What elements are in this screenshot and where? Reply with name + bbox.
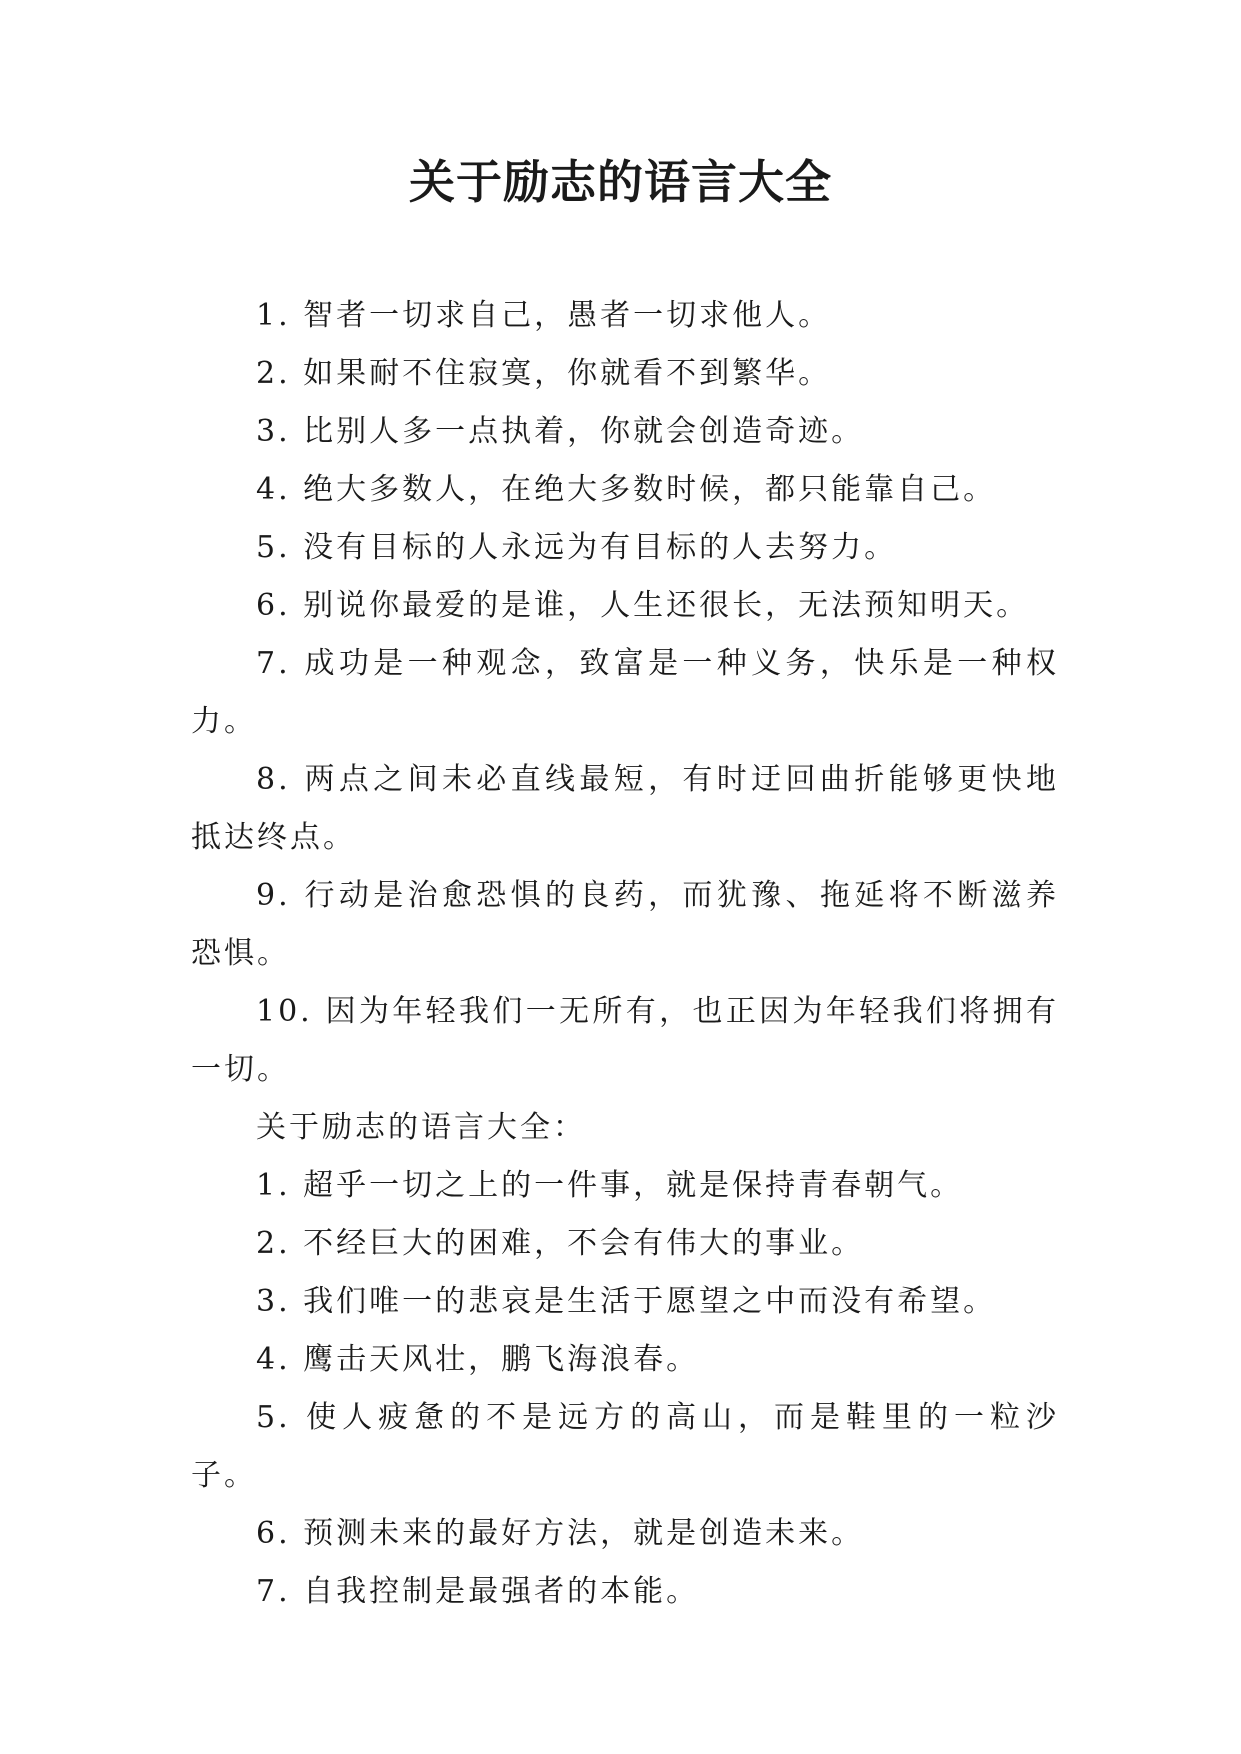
paragraph: 5. 没有目标的人永远为有目标的人去努力。 <box>256 530 898 565</box>
paragraph: 10. 因为年轻我们一无所有，也正因为年轻我们将拥有一切。 <box>191 994 1059 1087</box>
paragraph: 4. 鹰击天风壮，鹏飞海浪春。 <box>256 1342 700 1377</box>
paragraph: 4. 绝大多数人，在绝大多数时候，都只能靠自己。 <box>256 472 997 507</box>
paragraph: 3. 我们唯一的悲哀是生活于愿望之中而没有希望。 <box>256 1284 997 1319</box>
paragraph: 3. 比别人多一点执着，你就会创造奇迹。 <box>256 414 865 449</box>
paragraph: 6. 别说你最爱的是谁，人生还很长，无法预知明天。 <box>256 588 1030 623</box>
document-body <box>191 287 1059 1621</box>
paragraph: 2. 不经巨大的困难，不会有伟大的事业。 <box>256 1226 865 1261</box>
document-title: 关于励志的语言大全 <box>409 155 832 209</box>
paragraph: 9. 行动是治愈恐惧的良药，而犹豫、拖延将不断滋养恐惧。 <box>191 878 1059 971</box>
section-heading: 关于励志的语言大全： <box>256 1110 586 1145</box>
paragraph: 2. 如果耐不住寂寞，你就看不到繁华。 <box>256 356 832 391</box>
paragraph: 8. 两点之间未必直线最短，有时迂回曲折能够更快地抵达终点。 <box>191 762 1059 855</box>
paragraph: 6. 预测未来的最好方法，就是创造未来。 <box>256 1516 865 1551</box>
paragraph: 1. 智者一切求自己，愚者一切求他人。 <box>256 298 832 333</box>
paragraph: 1. 超乎一切之上的一件事，就是保持青春朝气。 <box>256 1168 964 1203</box>
paragraph: 7. 自我控制是最强者的本能。 <box>256 1574 700 1609</box>
paragraph: 5. 使人疲惫的不是远方的高山，而是鞋里的一粒沙子。 <box>191 1400 1059 1493</box>
paragraph: 7. 成功是一种观念，致富是一种义务，快乐是一种权力。 <box>191 646 1059 739</box>
